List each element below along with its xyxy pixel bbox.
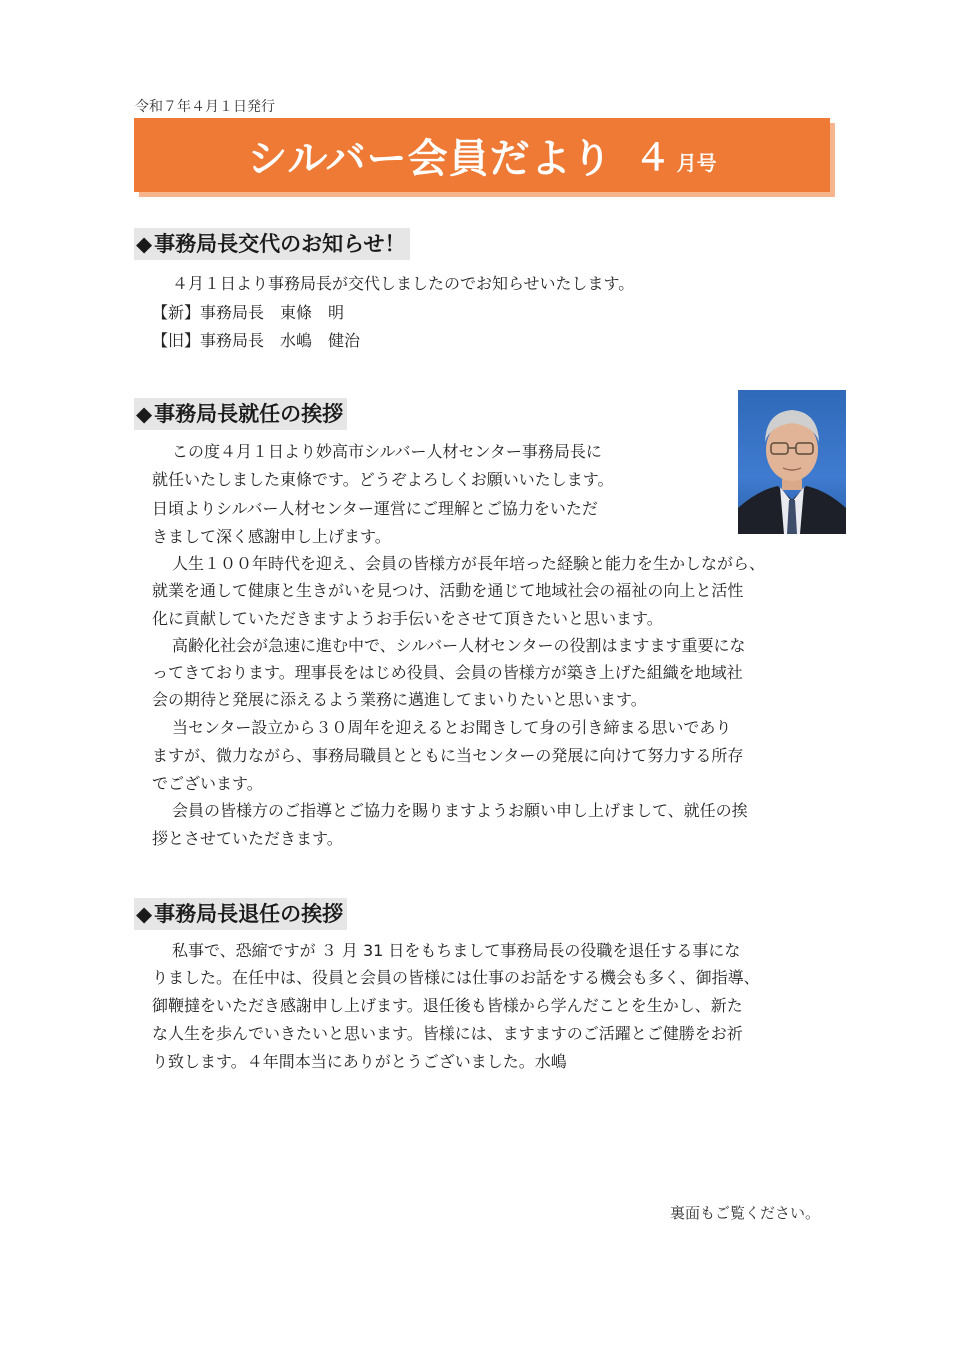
paragraph-line: 御鞭撻をいただき感謝申し上げます。退任後も皆様から学んだことを生かし、新た	[152, 996, 743, 1015]
paragraph-line: 人生１００年時代を迎え、会員の皆様方が長年培った経験と能力を生かしながら、	[172, 554, 765, 573]
paragraph-line: きまして深く感謝申し上げます。	[152, 527, 391, 546]
issue-date: 令和７年４月１日発行	[135, 99, 275, 115]
paragraph-line: 当センター設立から３０周年を迎えるとお聞きして身の引き締まる思いであり	[172, 718, 732, 737]
paragraph-line: 私事で、恐縮ですが ３ 月 31 日をもちまして事務局長の役職を退任する事にな	[172, 941, 741, 960]
paragraph-line: ってきております。理事長をはじめ役員、会員の皆様方が築き上げた組織を地域社	[152, 663, 743, 682]
section-heading-retirement	[134, 898, 347, 930]
issue-number-suffix: 月号	[676, 150, 717, 175]
paragraph-line: 就業を通して健康と生きがいを見つけ、活動を通じて地域社会の福祉の向上と活性	[152, 581, 744, 600]
section-heading-change-notice	[134, 228, 410, 260]
paragraph-line: 高齢化社会が急速に進む中で、シルバー人材センターの役割はますます重要にな	[172, 636, 746, 655]
section-heading-text: 事務局長交代のお知らせ！	[154, 232, 406, 256]
issue-number	[635, 130, 717, 181]
newsletter-banner	[134, 118, 830, 192]
paragraph-line: 会員の皆様方のご指導とご協力を賜りますようお願い申し上げまして、就任の挨	[172, 801, 748, 820]
diamond-bullet-icon: ◆	[136, 232, 153, 256]
paragraph-line: でございます。	[152, 774, 263, 793]
footer-note: 裏面もご覧ください。	[670, 1204, 821, 1222]
paragraph-line: り致します。４年間本当にありがとうございました。水嶋	[152, 1052, 567, 1071]
paragraph-line: この度４月１日より妙高市シルバー人材センター事務局長に	[172, 442, 602, 461]
newsletter-title: シルバー会員だより	[247, 135, 613, 182]
section-heading-inauguration	[134, 398, 347, 430]
issue-number-value: ４	[634, 137, 671, 179]
section-heading-text: 事務局長退任の挨拶	[154, 902, 344, 926]
portrait-photo	[738, 390, 846, 534]
paragraph-line: りました。在任中は、役員と会員の皆様には仕事のお話をする機会も多く、御指導、	[152, 968, 760, 987]
paragraph-line: ますが、微力ながら、事務局職員とともに当センターの発展に向けて努力する所存	[152, 746, 744, 765]
paragraph-line: 【旧】事務局長 水嶋 健治	[152, 331, 361, 350]
diamond-bullet-icon: ◆	[136, 402, 153, 426]
section-heading-text: 事務局長就任の挨拶	[154, 402, 344, 426]
paragraph-line: 会の期待と発展に添えるよう業務に邁進してまいりたいと思います。	[152, 690, 647, 709]
paragraph-line: 拶とさせていただきます。	[152, 829, 343, 848]
paragraph-line: 就任いたしました東條です。どうぞよろしくお願いいたします。	[152, 470, 614, 489]
diamond-bullet-icon: ◆	[136, 902, 153, 926]
paragraph-line: ４月１日より事務局長が交代しましたのでお知らせいたします。	[172, 274, 635, 293]
paragraph-line: 日頃よりシルバー人材センター運営にご理解とご協力をいただ	[152, 499, 598, 518]
paragraph-line: 化に貢献していただきますようお手伝いをさせて頂きたいと思います。	[152, 609, 663, 628]
paragraph-line: 【新】事務局長 東條 明	[152, 303, 345, 322]
paragraph-line: な人生を歩んでいきたいと思います。皆様には、ますますのご活躍とご健勝をお祈	[152, 1024, 743, 1043]
